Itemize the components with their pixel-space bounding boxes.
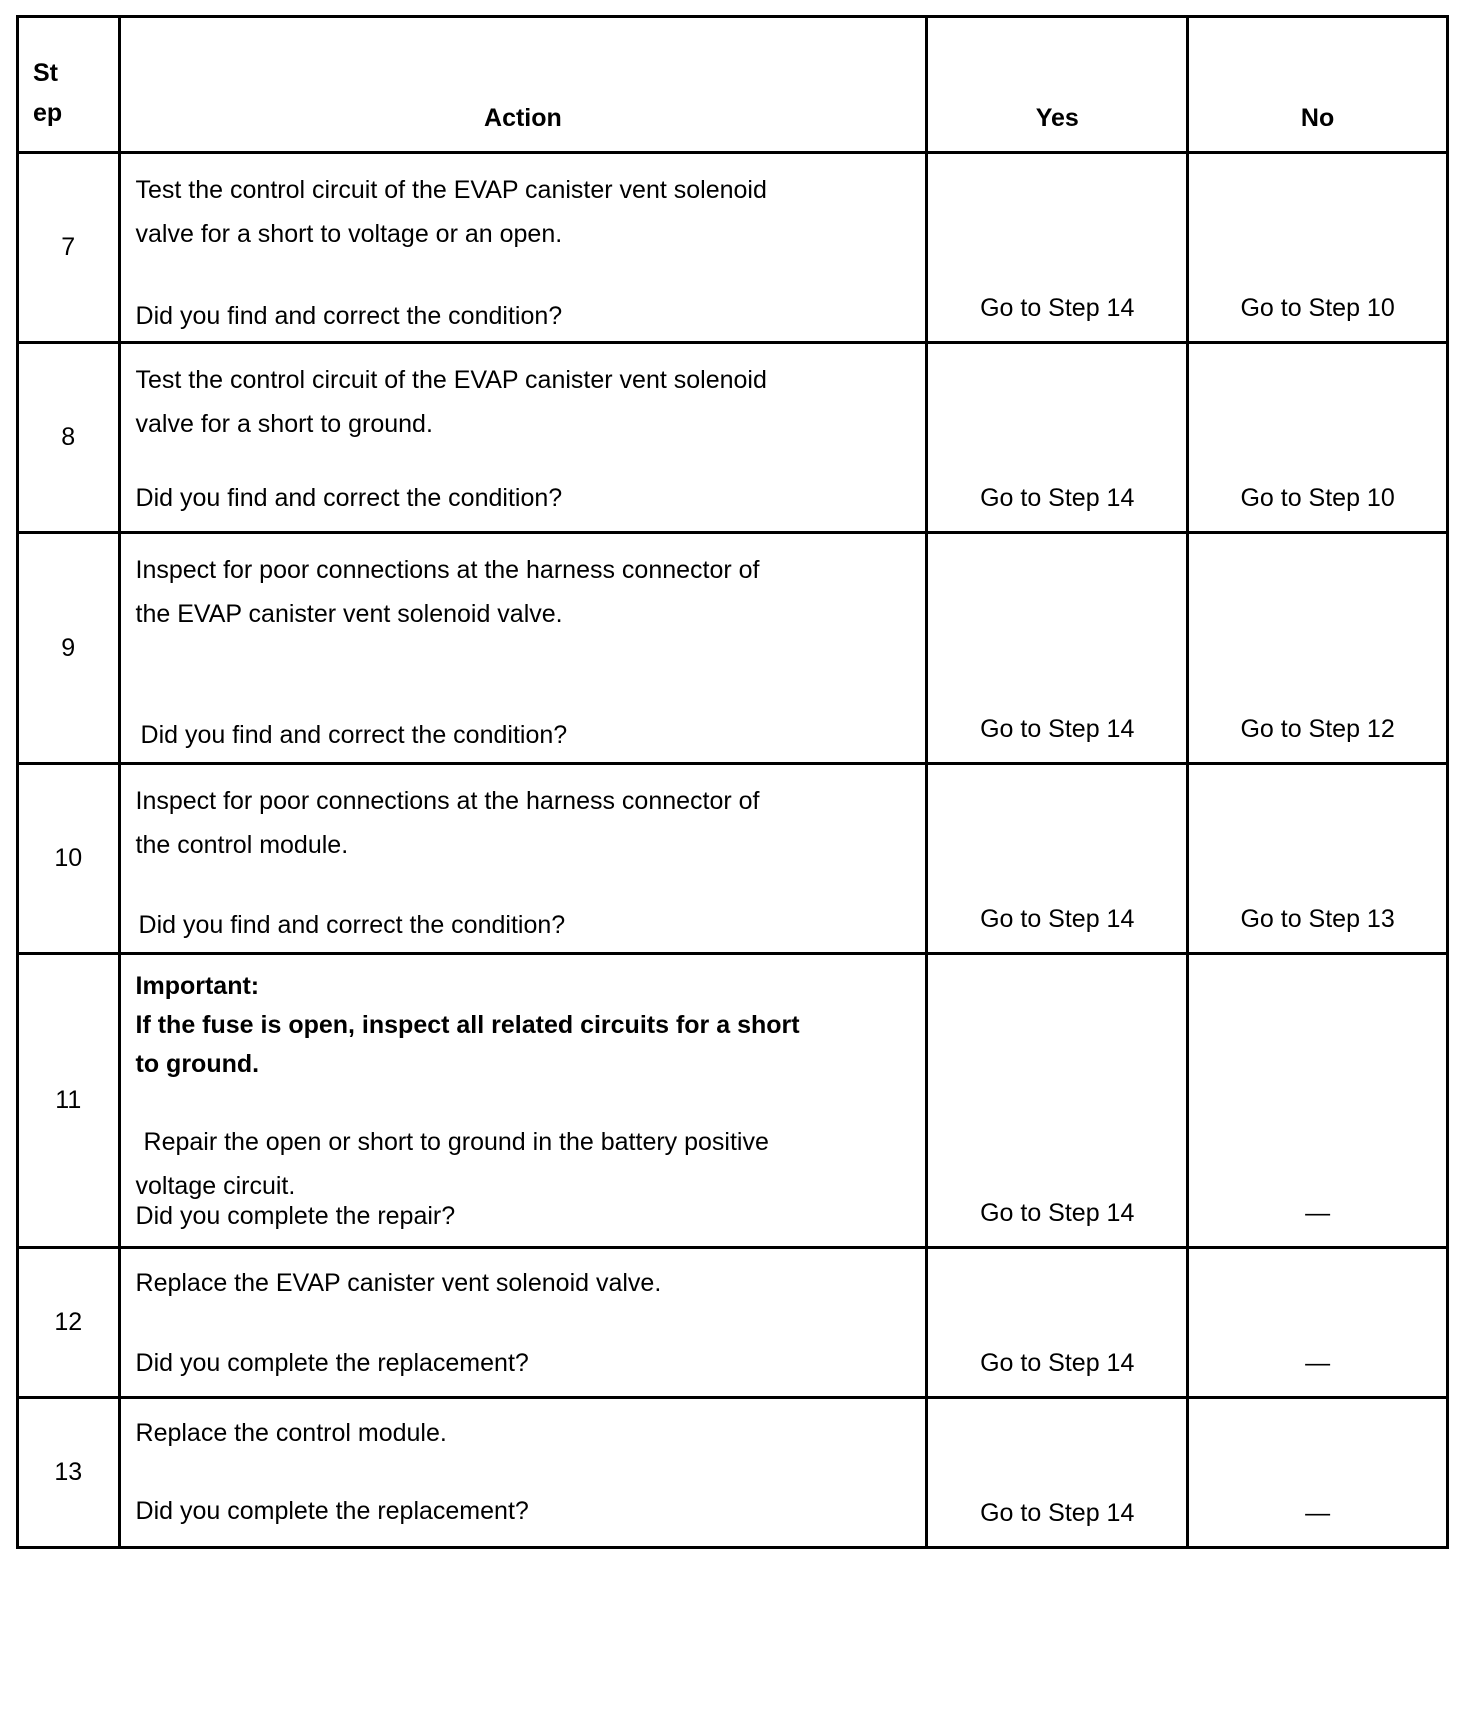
- table-row: [18, 764, 1448, 954]
- action-text: Repair the open or short to ground in the battery positive: [143, 1128, 769, 1156]
- action-cell: [119, 1248, 927, 1398]
- no-cell: —: [1188, 1398, 1448, 1548]
- header-yes: Yes: [927, 17, 1188, 153]
- step-number: 8: [18, 343, 120, 533]
- yes-cell: Go to Step 14: [927, 153, 1188, 343]
- no-cell: Go to Step 13: [1188, 764, 1448, 954]
- action-text: voltage circuit.: [135, 1172, 296, 1200]
- table-row: [18, 1248, 1448, 1398]
- action-text: Inspect for poor connections at the harness connector of: [135, 787, 760, 815]
- table-row: [18, 1398, 1448, 1548]
- action-cell: [119, 764, 927, 954]
- action-cell: [119, 954, 927, 1248]
- action-question: Did you complete the replacement?: [135, 1497, 529, 1525]
- action-cell: [119, 343, 927, 533]
- table-row: [18, 954, 1448, 1248]
- yes-cell: Go to Step 14: [927, 1398, 1188, 1548]
- action-text: Replace the control module.: [135, 1419, 447, 1447]
- important-label: Important:: [135, 972, 260, 1000]
- action-text: Test the control circuit of the EVAP canister vent solenoid: [135, 366, 767, 394]
- action-question: Did you find and correct the condition?: [135, 484, 563, 512]
- step-number: 7: [18, 153, 120, 343]
- header-step-line1: St: [33, 59, 58, 87]
- action-cell: [119, 533, 927, 764]
- action-text: the control module.: [135, 831, 349, 859]
- yes-cell: Go to Step 14: [927, 764, 1188, 954]
- header-step: [18, 17, 120, 153]
- no-cell: Go to Step 10: [1188, 153, 1448, 343]
- important-text: If the fuse is open, inspect all related circuits for a short: [135, 1011, 800, 1039]
- table-row: [18, 153, 1448, 343]
- header-action: Action: [119, 17, 927, 153]
- action-question: Did you find and correct the condition?: [135, 302, 563, 330]
- diagnostic-table: [16, 15, 1449, 1549]
- yes-cell: Go to Step 14: [927, 954, 1188, 1248]
- action-cell: [119, 153, 927, 343]
- step-number: 11: [18, 954, 120, 1248]
- header-step-line2: ep: [33, 99, 63, 127]
- action-cell: [119, 1398, 927, 1548]
- action-text: the EVAP canister vent solenoid valve.: [135, 600, 563, 628]
- no-cell: —: [1188, 1248, 1448, 1398]
- yes-cell: Go to Step 14: [927, 343, 1188, 533]
- action-question: Did you find and correct the condition?: [140, 721, 568, 749]
- no-cell: Go to Step 12: [1188, 533, 1448, 764]
- action-text: valve for a short to voltage or an open.: [135, 220, 563, 248]
- table-row: [18, 343, 1448, 533]
- action-question: Did you complete the repair?: [135, 1202, 456, 1230]
- action-text: Test the control circuit of the EVAP canister vent solenoid: [135, 176, 767, 204]
- action-question: Did you find and correct the condition?: [138, 911, 566, 939]
- yes-cell: Go to Step 14: [927, 1248, 1188, 1398]
- no-cell: Go to Step 10: [1188, 343, 1448, 533]
- step-number: 13: [18, 1398, 120, 1548]
- action-text: Inspect for poor connections at the harness connector of: [135, 556, 760, 584]
- action-text: valve for a short to ground.: [135, 410, 433, 438]
- step-number: 9: [18, 533, 120, 764]
- action-text: Replace the EVAP canister vent solenoid valve.: [135, 1269, 662, 1297]
- step-number: 12: [18, 1248, 120, 1398]
- header-row: [18, 17, 1448, 153]
- action-question: Did you complete the replacement?: [135, 1349, 529, 1377]
- table-row: [18, 533, 1448, 764]
- no-cell: —: [1188, 954, 1448, 1248]
- yes-cell: Go to Step 14: [927, 533, 1188, 764]
- step-number: 10: [18, 764, 120, 954]
- header-no: No: [1188, 17, 1448, 153]
- important-text: to ground.: [135, 1050, 260, 1078]
